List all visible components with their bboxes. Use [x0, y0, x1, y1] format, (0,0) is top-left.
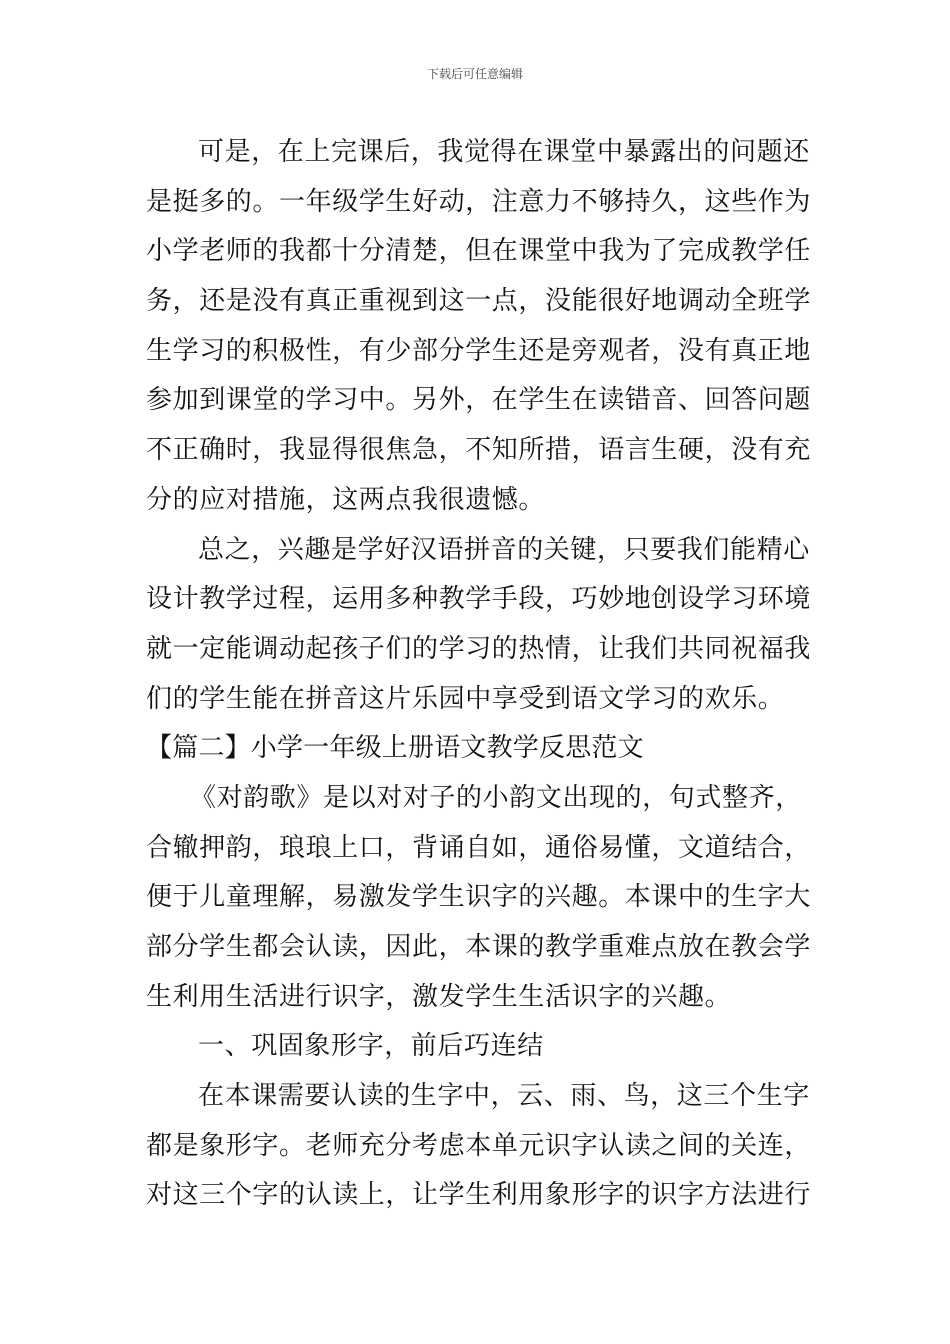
text-line: 便于儿童理解，易激发学生识字的兴趣。本课中的生字大: [146, 882, 812, 913]
text-line: 是挺多的。一年级学生好动，注意力不够持久，这些作为: [146, 186, 812, 217]
text-line: 对这三个字的认读上，让学生利用象形字的识字方法进行: [146, 1180, 812, 1211]
text-line: 分的应对措施，这两点我很遗憾。: [146, 484, 546, 515]
heading-line: 【篇二】小学一年级上册语文教学反思范文: [146, 733, 644, 764]
text-line: 《对韵歌》是以对对子的小韵文出现的，句式整齐，: [190, 782, 802, 813]
text-line: 设计教学过程，运用多种教学手段，巧妙地创设学习环境: [146, 584, 812, 615]
text-line: 总之，兴趣是学好汉语拼音的关键，只要我们能精心: [198, 534, 810, 565]
text-line: 都是象形字。老师充分考虑本单元识字认读之间的关连，: [146, 1130, 812, 1161]
paragraph: [146, 526, 811, 725]
paragraph: [146, 774, 811, 1022]
paragraph: [146, 128, 811, 526]
text-line: 生学习的积极性，有少部分学生还是旁观者，没有真正地: [146, 335, 812, 366]
section-heading: [146, 724, 811, 774]
page-header: 下载后可任意编辑: [426, 67, 523, 81]
text-line: 生利用生活进行识字，激发学生生活识字的兴趣。: [146, 981, 732, 1012]
text-line: 就一定能调动起孩子们的学习的热情，让我们共同祝福我: [146, 633, 812, 664]
text-line: 务，还是没有真正重视到这一点，没能很好地调动全班学: [146, 286, 812, 317]
text-line: 们的学生能在拼音这片乐园中享受到语文学习的欢乐。: [146, 683, 785, 714]
text-line: 在本课需要认读的生字中，云、雨、鸟，这三个生字: [198, 1081, 810, 1112]
text-line: 部分学生都会认读，因此，本课的教学重难点放在教会学: [146, 932, 812, 962]
paragraph: [146, 1072, 811, 1221]
document-body: [146, 128, 811, 1221]
text-line: 小学老师的我都十分清楚，但在课堂中我为了完成教学任: [146, 236, 812, 267]
text-line: 参加到课堂的学习中。另外，在学生在读错音、回答问题: [146, 385, 812, 416]
subheading: [146, 1022, 811, 1072]
text-line: 不正确时，我显得很焦急，不知所措，语言生硬，没有充: [146, 435, 812, 466]
subheading-line: 一、巩固象形字，前后巧连结: [198, 1031, 544, 1062]
text-line: 可是，在上完课后，我觉得在课堂中暴露出的问题还: [198, 137, 810, 167]
text-line: 合辙押韵，琅琅上口，背诵自如，通俗易懂，文道结合，: [146, 832, 812, 863]
